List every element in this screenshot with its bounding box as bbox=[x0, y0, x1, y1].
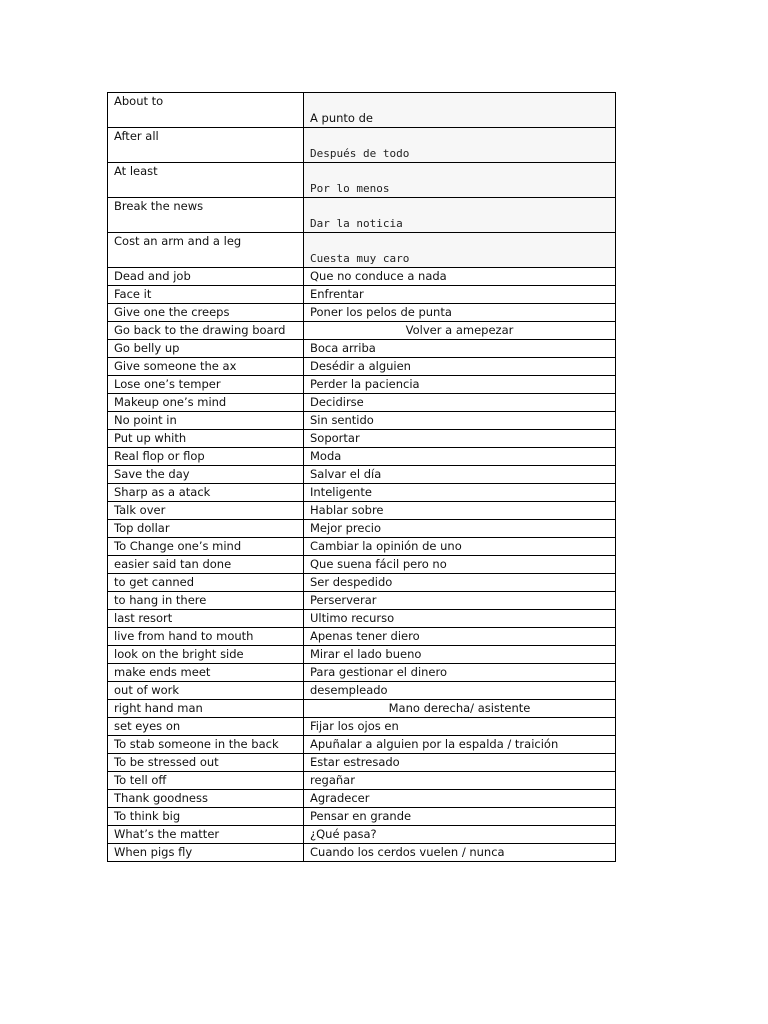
english-phrase-cell: Makeup one’s mind bbox=[108, 394, 304, 412]
table-row bbox=[108, 700, 616, 718]
table-row bbox=[108, 340, 616, 358]
spanish-translation-cell: Que no conduce a nada bbox=[304, 268, 616, 286]
table-row bbox=[108, 233, 616, 268]
table-row bbox=[108, 394, 616, 412]
english-phrase-cell: Go belly up bbox=[108, 340, 304, 358]
table-row bbox=[108, 520, 616, 538]
spanish-translation-cell: Sin sentido bbox=[304, 412, 616, 430]
spanish-translation-cell: Que suena fácil pero no bbox=[304, 556, 616, 574]
spanish-translation-cell: regañar bbox=[304, 772, 616, 790]
english-phrase-cell: Thank goodness bbox=[108, 790, 304, 808]
spanish-translation-cell: Cuesta muy caro bbox=[304, 233, 616, 268]
spanish-translation-cell: A punto de bbox=[304, 93, 616, 128]
english-phrase-cell: To Change one’s mind bbox=[108, 538, 304, 556]
table-row bbox=[108, 466, 616, 484]
spanish-translation-cell: Salvar el día bbox=[304, 466, 616, 484]
spanish-translation-cell: Boca arriba bbox=[304, 340, 616, 358]
table-row bbox=[108, 556, 616, 574]
table-row bbox=[108, 448, 616, 466]
english-phrase-cell: last resort bbox=[108, 610, 304, 628]
english-phrase-cell: live from hand to mouth bbox=[108, 628, 304, 646]
table-row bbox=[108, 808, 616, 826]
english-phrase-cell: What’s the matter bbox=[108, 826, 304, 844]
english-phrase-cell: Face it bbox=[108, 286, 304, 304]
spanish-translation-cell: Mano derecha/ asistente bbox=[304, 700, 616, 718]
english-phrase-cell: easier said tan done bbox=[108, 556, 304, 574]
table-row bbox=[108, 376, 616, 394]
table-row bbox=[108, 754, 616, 772]
spanish-translation-cell: Ultimo recurso bbox=[304, 610, 616, 628]
spanish-translation-cell: Por lo menos bbox=[304, 163, 616, 198]
spanish-translation-cell: Cuando los cerdos vuelen / nunca bbox=[304, 844, 616, 862]
english-phrase-cell: Real flop or flop bbox=[108, 448, 304, 466]
table-row bbox=[108, 682, 616, 700]
english-phrase-cell: Break the news bbox=[108, 198, 304, 233]
spanish-translation-cell: Apuñalar a alguien por la espalda / traición bbox=[304, 736, 616, 754]
table-row bbox=[108, 163, 616, 198]
english-phrase-cell: to get canned bbox=[108, 574, 304, 592]
spanish-translation-cell: ¿Qué pasa? bbox=[304, 826, 616, 844]
english-phrase-cell: out of work bbox=[108, 682, 304, 700]
table-row bbox=[108, 358, 616, 376]
table-row bbox=[108, 826, 616, 844]
spanish-translation-cell: Apenas tener diero bbox=[304, 628, 616, 646]
spanish-translation-cell: Moda bbox=[304, 448, 616, 466]
table-row bbox=[108, 198, 616, 233]
english-phrase-cell: No point in bbox=[108, 412, 304, 430]
spanish-translation-cell: Para gestionar el dinero bbox=[304, 664, 616, 682]
spanish-translation-cell: Volver a amepezar bbox=[304, 322, 616, 340]
english-phrase-cell: Give one the creeps bbox=[108, 304, 304, 322]
english-phrase-cell: look on the bright side bbox=[108, 646, 304, 664]
spanish-translation-cell: Estar estresado bbox=[304, 754, 616, 772]
table-row bbox=[108, 128, 616, 163]
spanish-translation-cell: Inteligente bbox=[304, 484, 616, 502]
spanish-translation-cell: Decidirse bbox=[304, 394, 616, 412]
spanish-translation-cell: Perder la paciencia bbox=[304, 376, 616, 394]
table-row bbox=[108, 646, 616, 664]
table-row bbox=[108, 844, 616, 862]
english-phrase-cell: Sharp as a atack bbox=[108, 484, 304, 502]
table-row bbox=[108, 304, 616, 322]
table-row bbox=[108, 772, 616, 790]
spanish-translation-cell: Enfrentar bbox=[304, 286, 616, 304]
spanish-translation-cell: Perserverar bbox=[304, 592, 616, 610]
table-row bbox=[108, 538, 616, 556]
table-row bbox=[108, 592, 616, 610]
table-row bbox=[108, 502, 616, 520]
spanish-translation-cell: Cambiar la opinión de uno bbox=[304, 538, 616, 556]
spanish-translation-cell: desempleado bbox=[304, 682, 616, 700]
english-phrase-cell: Put up whith bbox=[108, 430, 304, 448]
table-row bbox=[108, 610, 616, 628]
english-phrase-cell: Top dollar bbox=[108, 520, 304, 538]
table-row bbox=[108, 718, 616, 736]
table-row bbox=[108, 286, 616, 304]
english-phrase-cell: Cost an arm and a leg bbox=[108, 233, 304, 268]
vocabulary-table bbox=[107, 92, 616, 862]
english-phrase-cell: Go back to the drawing board bbox=[108, 322, 304, 340]
table-row bbox=[108, 268, 616, 286]
spanish-translation-cell: Mirar el lado bueno bbox=[304, 646, 616, 664]
english-phrase-cell: After all bbox=[108, 128, 304, 163]
english-phrase-cell: Save the day bbox=[108, 466, 304, 484]
vocabulary-table-body bbox=[108, 93, 616, 862]
spanish-translation-cell: Dar la noticia bbox=[304, 198, 616, 233]
english-phrase-cell: to hang in there bbox=[108, 592, 304, 610]
spanish-translation-cell: Mejor precio bbox=[304, 520, 616, 538]
english-phrase-cell: Talk over bbox=[108, 502, 304, 520]
spanish-translation-cell: Agradecer bbox=[304, 790, 616, 808]
table-row bbox=[108, 430, 616, 448]
spanish-translation-cell: Después de todo bbox=[304, 128, 616, 163]
table-row bbox=[108, 93, 616, 128]
english-phrase-cell: About to bbox=[108, 93, 304, 128]
english-phrase-cell: To think big bbox=[108, 808, 304, 826]
table-row bbox=[108, 628, 616, 646]
table-row bbox=[108, 574, 616, 592]
spanish-translation-cell: Poner los pelos de punta bbox=[304, 304, 616, 322]
english-phrase-cell: When pigs fly bbox=[108, 844, 304, 862]
table-row bbox=[108, 412, 616, 430]
spanish-translation-cell: Soportar bbox=[304, 430, 616, 448]
english-phrase-cell: right hand man bbox=[108, 700, 304, 718]
english-phrase-cell: set eyes on bbox=[108, 718, 304, 736]
table-row bbox=[108, 322, 616, 340]
english-phrase-cell: Lose one’s temper bbox=[108, 376, 304, 394]
english-phrase-cell: To tell off bbox=[108, 772, 304, 790]
english-phrase-cell: To be stressed out bbox=[108, 754, 304, 772]
spanish-translation-cell: Ser despedido bbox=[304, 574, 616, 592]
spanish-translation-cell: Fijar los ojos en bbox=[304, 718, 616, 736]
table-row bbox=[108, 664, 616, 682]
spanish-translation-cell: Desédir a alguien bbox=[304, 358, 616, 376]
english-phrase-cell: Give someone the ax bbox=[108, 358, 304, 376]
table-row bbox=[108, 790, 616, 808]
english-phrase-cell: Dead and job bbox=[108, 268, 304, 286]
english-phrase-cell: At least bbox=[108, 163, 304, 198]
table-row bbox=[108, 484, 616, 502]
spanish-translation-cell: Pensar en grande bbox=[304, 808, 616, 826]
english-phrase-cell: make ends meet bbox=[108, 664, 304, 682]
table-row bbox=[108, 736, 616, 754]
english-phrase-cell: To stab someone in the back bbox=[108, 736, 304, 754]
spanish-translation-cell: Hablar sobre bbox=[304, 502, 616, 520]
